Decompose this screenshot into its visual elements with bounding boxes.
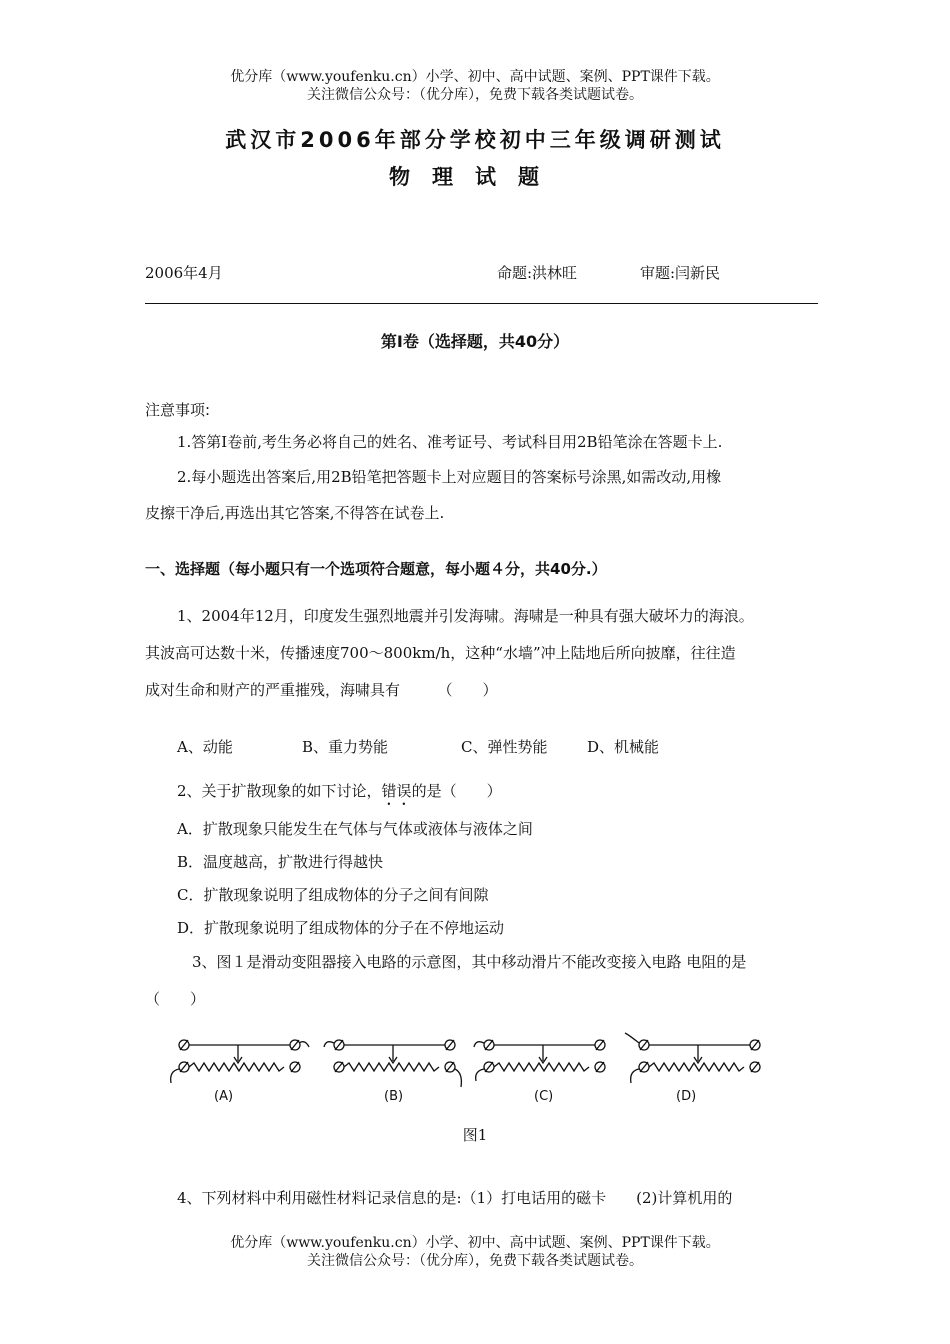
q2-stem-pre: 2、关于扩散现象的如下讨论， xyxy=(177,782,382,800)
q4-line-1: 4、下列材料中利用磁性材料记录信息的是:（1）打电话用的磁卡 (2)计算机用的 xyxy=(177,1189,733,1207)
q2-option-b: B．温度越高，扩散进行得越快 xyxy=(177,853,384,871)
rheostat-d xyxy=(625,1033,760,1083)
notes-item-2a: 2.每小题选出答案后,用2B铅笔把答题卡上对应题目的答案标号涂黑,如需改动,用橡 xyxy=(177,468,722,486)
rheostat-a xyxy=(171,1040,309,1083)
figure-label-d: (D) xyxy=(676,1089,697,1104)
q2-stem-post: 的是（ ） xyxy=(411,782,502,800)
figure-1-rheostats xyxy=(160,1025,780,1115)
q1-option-b: B、重力势能 xyxy=(302,738,389,756)
notes-item-2b: 皮擦干净后,再选出其它答案,不得答在试卷上. xyxy=(145,504,445,522)
exam-title: 武汉市2006年部分学校初中三年级调研测试 xyxy=(225,128,725,152)
exam-author: 命题:洪林旺 xyxy=(497,264,578,282)
part1-heading: 一、选择题（每小题只有一个选项符合题意，每小题４分，共40分.） xyxy=(145,560,607,578)
q1-option-d: D、机械能 xyxy=(587,738,660,756)
figure-label-c: (C) xyxy=(534,1089,554,1104)
q1-line-2: 其波高可达数十米，传播速度700～800km/h，这种“水墙”冲上陆地后所向披靡，往往造 xyxy=(145,644,736,662)
figure-caption: 图1 xyxy=(462,1126,488,1144)
q1-option-c: C、弹性势能 xyxy=(461,738,548,756)
exam-reviewer: 审题:闫新民 xyxy=(640,264,721,282)
exam-date: 2006年4月 xyxy=(145,264,223,282)
footer-line-1: 优分库（www.youfenku.cn）小学、初中、高中试题、案例、PPT课件下载。 xyxy=(230,1235,720,1251)
section-title: 第Ⅰ卷（选择题，共40分） xyxy=(380,332,570,351)
rheostat-b xyxy=(324,1040,461,1087)
figure-label-a: (A) xyxy=(214,1089,234,1104)
figure-label-b: (B) xyxy=(384,1089,404,1104)
q1-line-1: 1、2004年12月，印度发生强烈地震并引发海啸。海啸是一种具有强大破坏力的海浪。 xyxy=(177,607,754,625)
q2-option-c: C．扩散现象说明了组成物体的分子之间有间隙 xyxy=(177,886,489,904)
q2-option-a: A．扩散现象只能发生在气体与气体或液体与液体之间 xyxy=(177,820,533,838)
q2-stem-emphasis: 错误 xyxy=(381,782,412,800)
notes-item-1: 1.答第Ⅰ卷前,考生务必将自己的姓名、准考证号、考试科目用2B铅笔涂在答题卡上. xyxy=(177,433,723,451)
divider xyxy=(145,303,818,304)
footer-line-2: 关注微信公众号：（优分库），免费下载各类试题试卷。 xyxy=(307,1253,643,1269)
q3-line-1: 3、图１是滑动变阻器接入电路的示意图，其中移动滑片不能改变接入电路 电阻的是 xyxy=(192,953,747,971)
q2-option-d: D．扩散现象说明了组成物体的分子在不停地运动 xyxy=(177,919,505,937)
header-line-2: 关注微信公众号：（优分库），免费下载各类试题试卷。 xyxy=(307,87,643,103)
q1-option-a: A、动能 xyxy=(177,738,233,756)
notes-heading: 注意事项: xyxy=(145,401,211,419)
q1-line-3: 成对生命和财产的严重摧残，海啸具有 （ ） xyxy=(145,681,498,699)
q2-stem xyxy=(177,780,502,809)
q3-line-2: （ ） xyxy=(145,990,206,1008)
rheostat-c xyxy=(474,1040,605,1081)
header-line-1: 优分库（www.youfenku.cn）小学、初中、高中试题、案例、PPT课件下载。 xyxy=(230,69,720,85)
subject-title: 物理试题 xyxy=(389,165,561,189)
